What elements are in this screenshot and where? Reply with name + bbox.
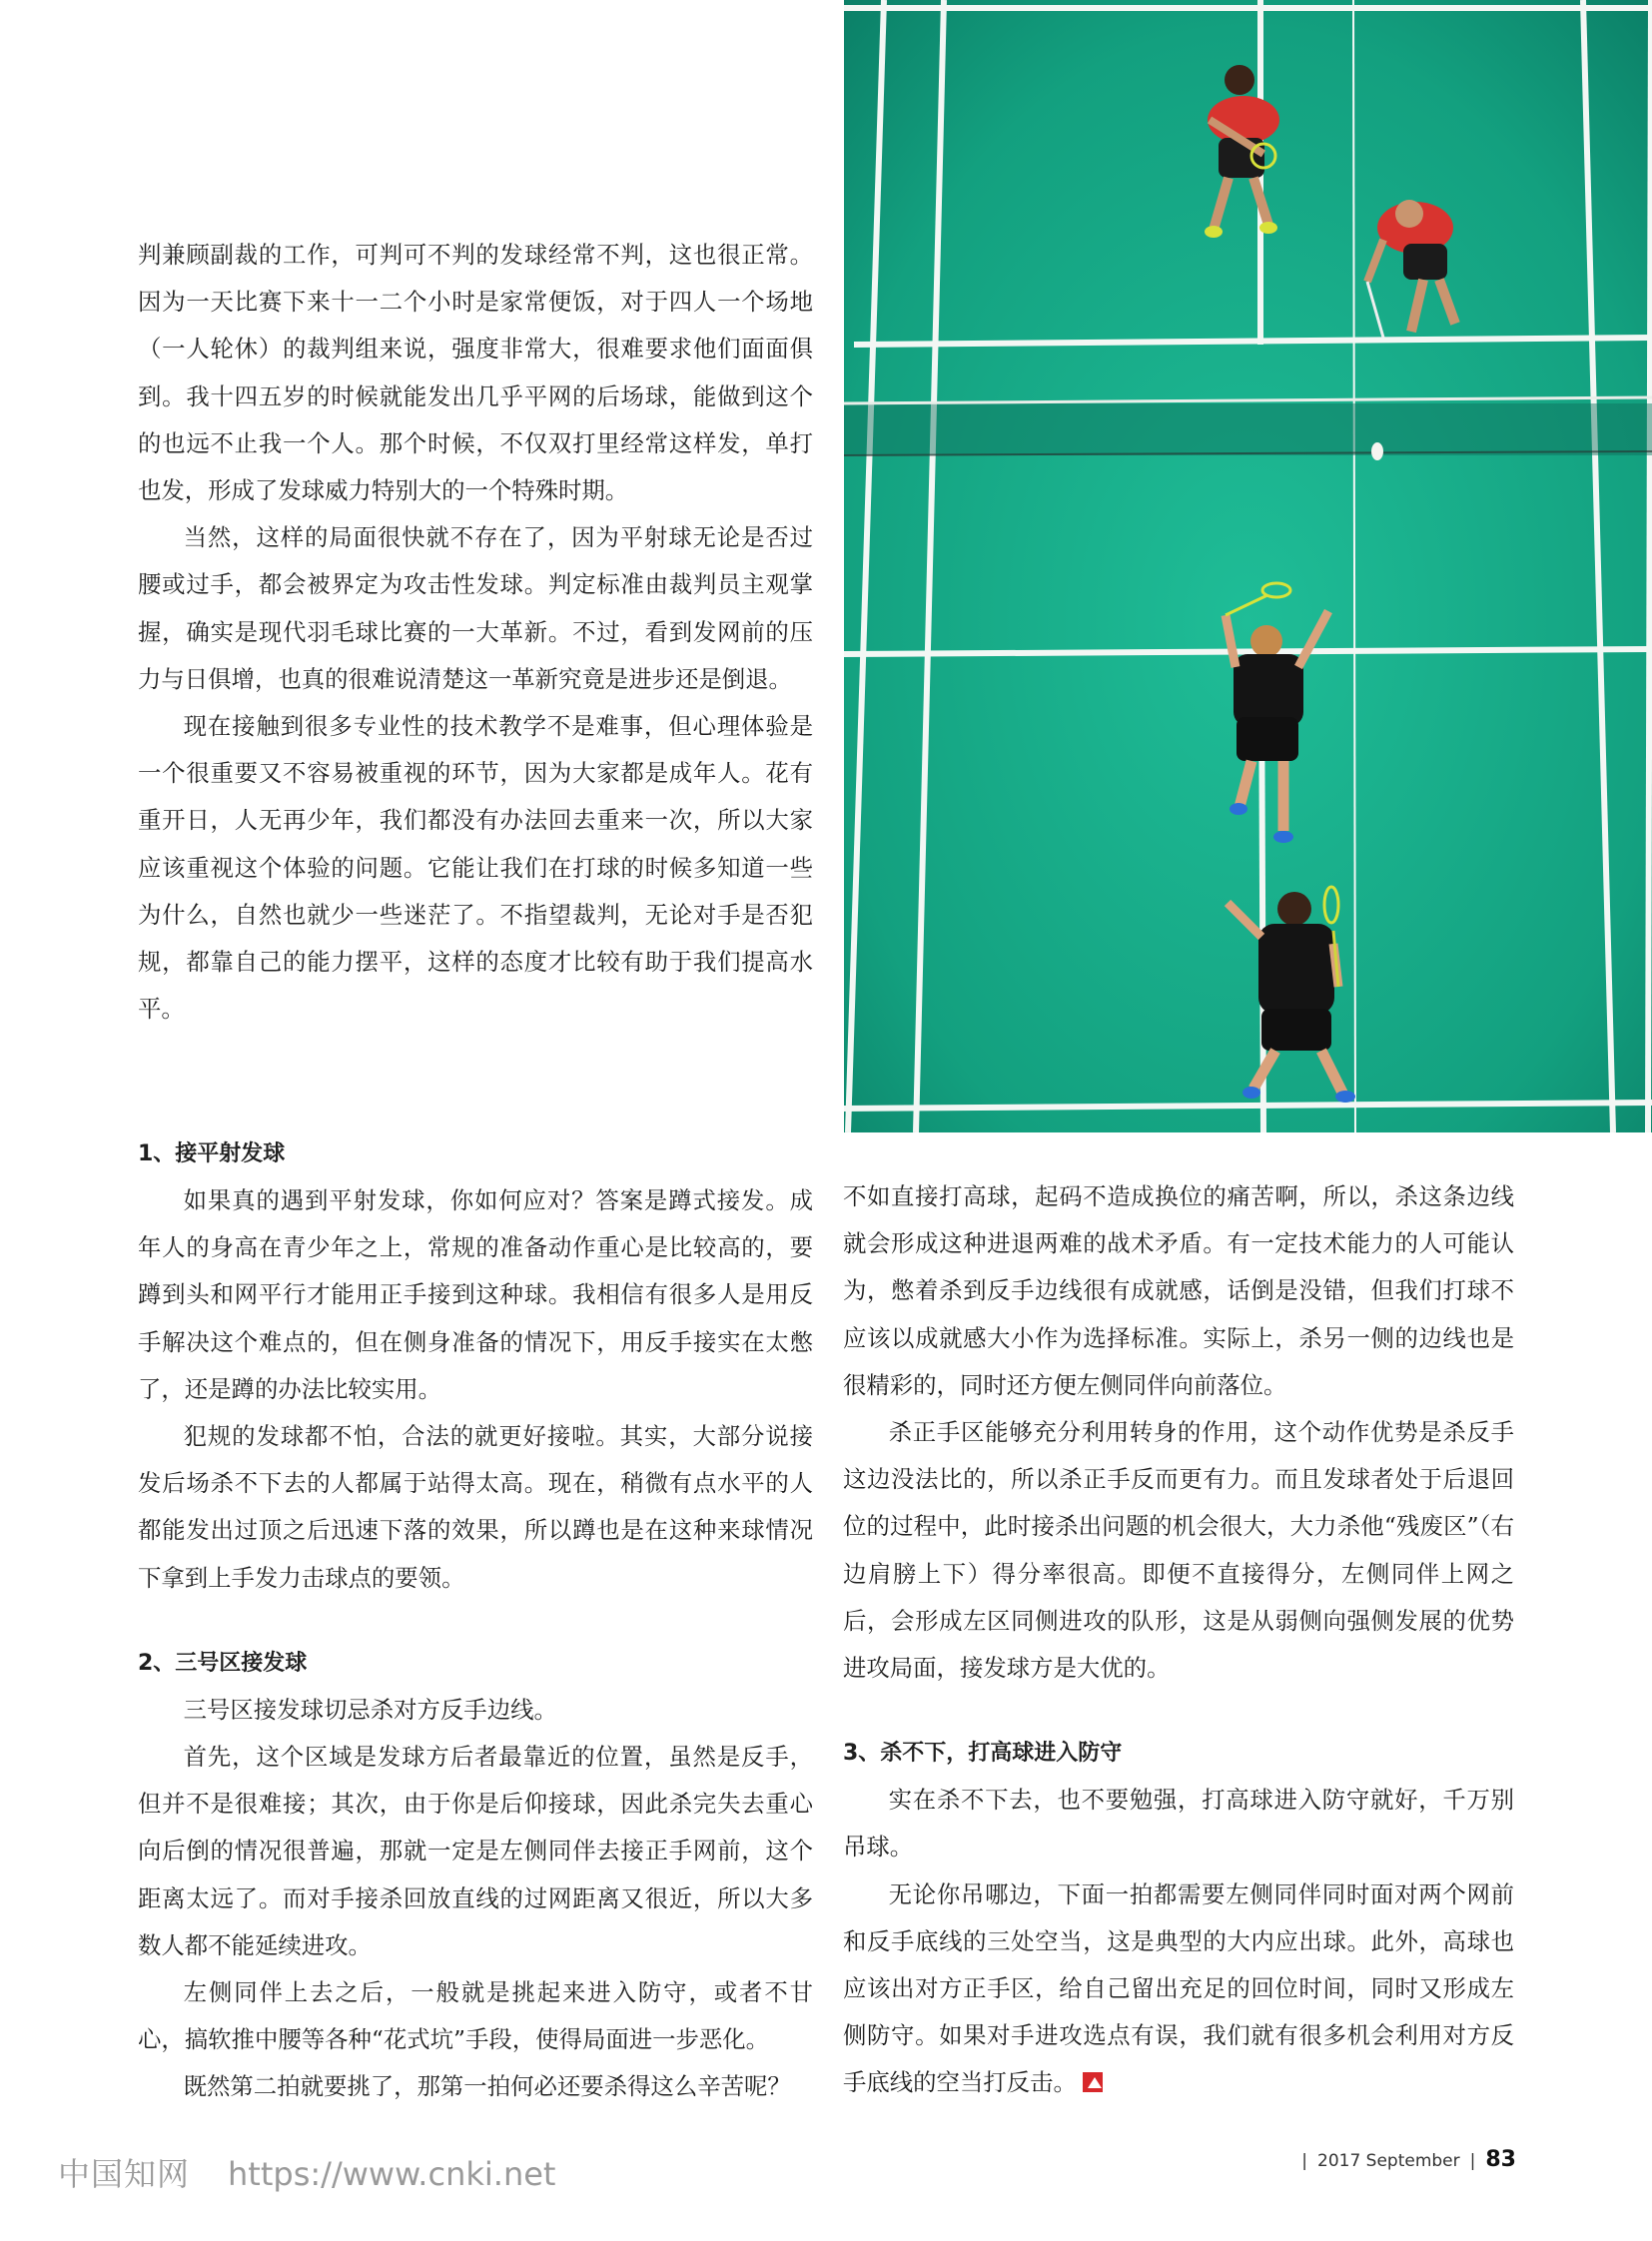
watermark-url: https://www.cnki.net xyxy=(228,2155,556,2193)
right-column xyxy=(843,1173,1514,2107)
court-photo-svg xyxy=(844,0,1652,1132)
paragraph: 首先，这个区域是发球方后者最靠近的位置，虽然是反手，但并不是很难接；其次，由于你是后仰接球，因此杀完失去重心向后倒的情况很普遍，那就一定是左侧同伴去接正手网前，这个距离太远了。而对手接杀回放直线的过网距离又很近，所以大多数人都不能延续进攻。 xyxy=(138,1743,813,1959)
paragraph-continued: 不如直接打高球，起码不造成换位的痛苦啊，所以，杀这条边线就会形成这种进退两难的战术矛盾。有一定技术能力的人可能认为，憋着杀到反手边线很有成就感，话倒是没错，但我们打球不应该以成就感大小作为选择标准。实际上，杀另一侧的边线也是很精彩的，同时还方便左侧同伴向前落位。 xyxy=(843,1182,1514,1399)
paragraph-last-text: 无论你吊哪边，下面一拍都需要左侧同伴同时面对两个网前和反手底线的三处空当，这是典型的大内应出球。此外，高球也应该出对方正手区，给自己留出充足的回位时间，同时又形成左侧防守。如果对手进攻选点有误，我们就有很多机会利用对方反手底线的空当打反击。 xyxy=(843,1879,1514,2097)
paragraph: 既然第二拍就要挑了，那第一拍何必还要杀得这么辛苦呢？ xyxy=(183,2072,791,2101)
page-footer: | 2017 September | 83 xyxy=(1301,2147,1516,2172)
paragraph: 杀正手区能够充分利用转身的作用，这个动作优势是杀反手这边没法比的，所以杀正手反而更有力。而且发球者处于后退回位的过程中，此时接杀出问题的机会很大，大力杀他“残废区”（右边肩膀上下）得分率很高。即便不直接得分，左侧同伴上网之后，会形成左区同侧进攻的队形，这是从弱侧向强侧发展的优势进攻局面，接发球方是大优的。 xyxy=(843,1418,1514,1683)
paragraph: 实在杀不下去，也不要勉强，打高球进入防守就好，千万别吊球。 xyxy=(843,1786,1514,1862)
left-column-bottom xyxy=(138,1130,813,2111)
left-column-top xyxy=(138,232,813,1033)
badminton-net xyxy=(844,397,1652,455)
end-of-article-icon xyxy=(1083,2072,1103,2092)
section-heading-3: 3、杀不下，打高球进入防守 xyxy=(843,1741,1123,1767)
issue-date: 2017 September xyxy=(1317,2151,1460,2171)
badminton-doubles-match-photo xyxy=(844,0,1652,1132)
paragraph: 犯规的发球都不怕，合法的就更好接啦。其实，大部分说接发后场杀不下去的人都属于站得太高。现在，稍微有点水平的人都能发出过顶之后迅速下落的效果，所以蹲也是在这种来球情况下拿到上手发力击球点的要领。 xyxy=(138,1422,813,1592)
section-heading-2: 2、三号区接发球 xyxy=(138,1650,308,1676)
paragraph-last xyxy=(843,1871,1514,2107)
paragraph: 左侧同伴上去之后，一般就是挑起来进入防守，或者不甘心，搞软推中腰等各种“花式坑”手段，使得局面进一步恶化。 xyxy=(138,1978,813,2054)
paragraph: 现在接触到很多专业性的技术教学不是难事，但心理体验是一个很重要又不容易被重视的环节，因为大家都是成年人。花有重开日，人无再少年，我们都没有办法回去重来一次，所以大家应该重视这个体验的问题。它能让我们在打球的时候多知道一些为什么，自然也就少一些迷茫了。不指望裁判，无论对手是否犯规，都靠自己的能力摆平，这样的态度才比较有助于我们提高水平。 xyxy=(138,712,813,1024)
paragraph: 三号区接发球切忌杀对方反手边线。 xyxy=(183,1695,557,1724)
watermark-site: 中国知网 xyxy=(58,2155,191,2193)
section-heading-1: 1、接平射发球 xyxy=(138,1141,286,1166)
paragraph: 当然，这样的局面很快就不存在了，因为平射球无论是否过腰或过手，都会被界定为攻击性发球。判定标准由裁判员主观掌握，确实是现代羽毛球比赛的一大革新。不过，看到发网前的压力与日俱增，也真的很难说清楚这一革新究竟是进步还是倒退。 xyxy=(138,523,813,693)
paragraph: 如果真的遇到平射发球，你如何应对？答案是蹲式接发。成年人的身高在青少年之上，常规的准备动作重心是比较高的，要蹲到头和网平行才能用正手接到这种球。我相信有很多人是用反手解决这个难点的，但在侧身准备的情况下，用反手接实在太憋了，还是蹲的办法比较实用。 xyxy=(138,1186,813,1403)
paragraph-continued: 判兼顾副裁的工作，可判可不判的发球经常不判，这也很正常。因为一天比赛下来十一二个小时是家常便饭，对于四人一个场地（一人轮休）的裁判组来说，强度非常大，很难要求他们面面俱到。我十四五岁的时候就能发出几乎平网的后场球，能做到这个的也远不止我一个人。那个时候，不仅双打里经常这样发，单打也发，形成了发球威力特别大的一个特殊时期。 xyxy=(138,241,813,505)
shuttlecock xyxy=(1371,442,1383,460)
page-number: 83 xyxy=(1485,2147,1516,2172)
cnki-watermark xyxy=(58,2149,555,2195)
